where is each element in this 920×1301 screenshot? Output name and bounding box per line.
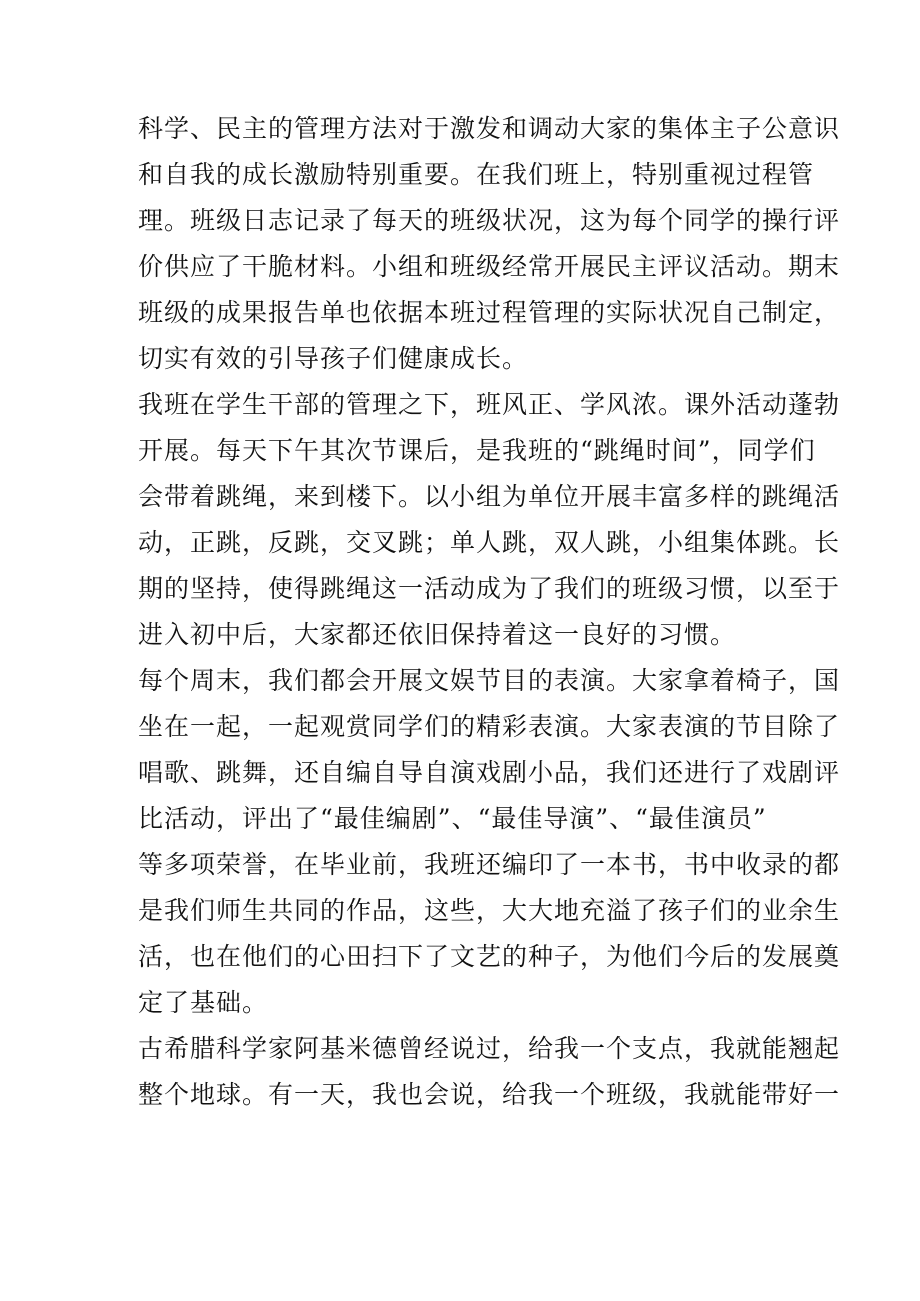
- text-line: 价供应了干脆材料。小组和班级经常开展民主评议活动。期末: [138, 252, 841, 281]
- text-line: 比活动，评出了“最佳编剧”、“最佳导演”、“最佳演员”: [138, 804, 767, 833]
- text-line: 活，也在他们的心田扫下了文艺的种子，为他们今后的发展奠: [138, 942, 841, 971]
- text-line: 定了基础。: [138, 988, 269, 1017]
- text-line: 切实有效的引导孩子们健康成长。: [138, 344, 529, 373]
- text-line: 期的坚持，使得跳绳这一活动成为了我们的班级习惯，以至于: [138, 574, 841, 603]
- text-line: 科学、民主的管理方法对于激发和调动大家的集体主子公意识: [138, 114, 841, 143]
- text-line: 进入初中后，大家都还依旧保持着这一良好的习惯。: [138, 620, 737, 649]
- paragraph-archimedes: [138, 1026, 841, 1118]
- text-line: 理。班级日志记录了每天的班级状况，这为每个同学的操行评: [138, 206, 841, 235]
- text-line: 我班在学生干部的管理之下，班风正、学风浓。课外活动蓬勃: [138, 390, 841, 419]
- paragraph-management: [138, 106, 841, 382]
- text-line: 会带着跳绳，来到楼下。以小组为单位开展丰富多样的跳绳活: [138, 482, 841, 511]
- text-line: 班级的成果报告单也依据本班过程管理的实际状况自己制定，: [138, 298, 841, 327]
- paragraph-jump-rope: [138, 382, 841, 658]
- text-line: 和自我的成长激励特别重要。在我们班上，特别重视过程管: [138, 160, 815, 189]
- text-line: 古希腊科学家阿基米德曾经说过，给我一个支点，我就能翘起: [138, 1034, 841, 1063]
- text-line: 唱歌、跳舞，还自编自导自演戏剧小品，我们还进行了戏剧评: [138, 758, 841, 787]
- document-body: [138, 106, 841, 1118]
- text-line: 每个周末，我们都会开展文娱节目的表演。大家拿着椅子，国: [138, 666, 841, 695]
- paragraph-performances: [138, 658, 841, 1026]
- text-line: 开展。每天下午其次节课后，是我班的“跳绳时间”，同学们: [138, 436, 816, 465]
- text-line: 动，正跳，反跳，交叉跳；单人跳，双人跳，小组集体跳。长: [138, 528, 841, 557]
- text-line: 是我们师生共同的作品，这些，大大地充溢了孩子们的业余生: [138, 896, 841, 925]
- text-line: 坐在一起，一起观赏同学们的精彩表演。大家表演的节目除了: [138, 712, 841, 741]
- text-line: 整个地球。有一天，我也会说，给我一个班级，我就能带好一: [138, 1080, 841, 1109]
- text-line: 等多项荣誉，在毕业前，我班还编印了一本书，书中收录的都: [138, 850, 841, 879]
